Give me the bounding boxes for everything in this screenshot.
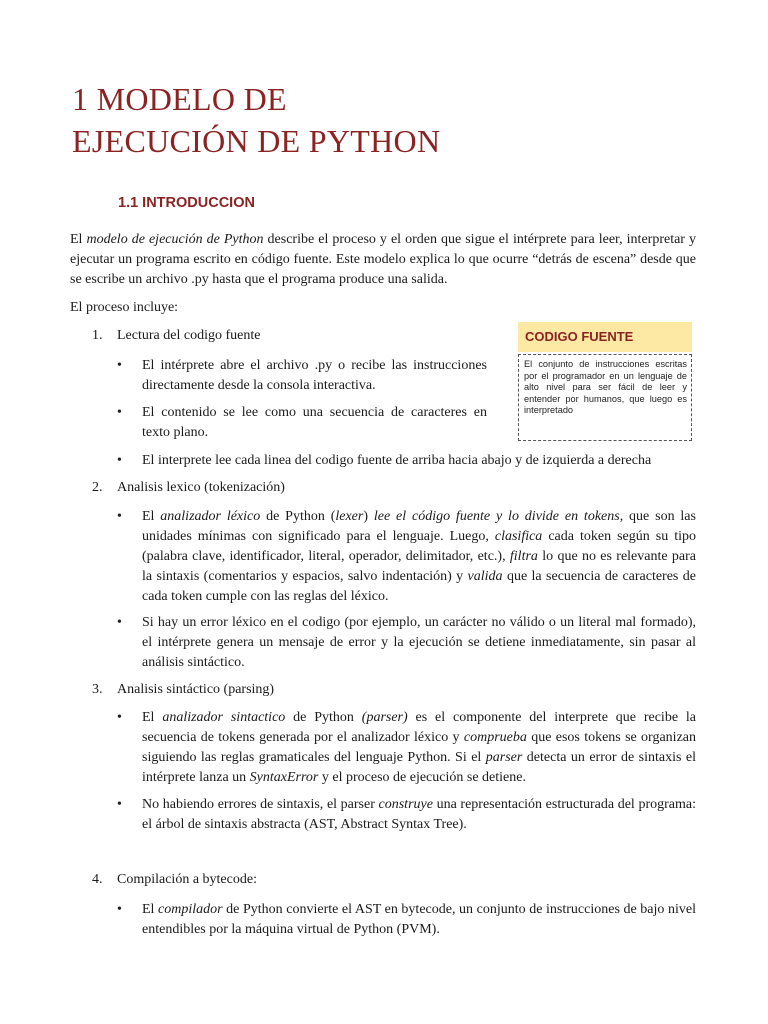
- bullet-text: El intérprete abre el archivo .py o recibe las instrucciones directamente desde la consola interactiva.: [142, 358, 487, 393]
- step-label: Lectura del codigo fuente: [117, 328, 261, 343]
- page-title: [72, 78, 592, 162]
- bullet-marker: •: [117, 902, 122, 917]
- bullet-marker: •: [117, 509, 122, 524]
- section-heading: 1.1 INTRODUCCION: [118, 195, 255, 211]
- bullet-text: No habiendo errores de sintaxis, el parser construye una representación estructurada del programa: el árbol de sintaxis abstracta (AST, Abstract Syntax Tree).: [142, 797, 696, 832]
- intro-paragraph: [70, 230, 696, 290]
- bullet-marker: •: [117, 358, 122, 373]
- bullet-text: Si hay un error léxico en el codigo (por ejemplo, un carácter no válido o un literal mal formado), el intérprete genera un mensaje de error y la ejecución se detiene inmediatamente, sin pasar al análisis sintáctico.: [142, 615, 696, 670]
- bullet-text: El interprete lee cada linea del codigo fuente de arriba hacia abajo y de izquierda a derecha: [142, 453, 652, 468]
- step-number: 2.: [92, 480, 103, 495]
- bullet-text: El analizador léxico de Python (lexer) lee el código fuente y lo divide en tokens, que son las unidades mínimas con significado para el lenguaje. Luego, clasifica cada token según su tipo (palabra clave, identificador, literal, operador, delimitador, etc.), filtra lo que no es relevante para la sintaxis (comentarios y espacios, salvo indentación) y valida que la secuencia de caracteres de cada token cumple con las reglas del léxico.: [142, 509, 696, 604]
- step-label: Compilación a bytecode:: [117, 872, 257, 887]
- sidebar-heading: CODIGO FUENTE: [518, 322, 692, 352]
- bullet-marker: •: [117, 405, 122, 420]
- intro-text-1: El: [70, 232, 87, 247]
- bullet-marker: •: [117, 797, 122, 812]
- step-number: 4.: [92, 872, 103, 887]
- bullet-text: El contenido se lee como una secuencia de caracteres en texto plano.: [142, 405, 487, 440]
- step-label: Analisis sintáctico (parsing): [117, 682, 275, 697]
- step-number: 1.: [92, 328, 103, 343]
- step-number: 3.: [92, 682, 103, 697]
- bullet-text: El compilador de Python convierte el AST en bytecode, un conjunto de instrucciones de bajo nivel entendibles por la máquina virtual de Python (PVM).: [142, 902, 696, 937]
- bullet-text: El analizador sintactico de Python (parser) es el componente del interprete que recibe la secuencia de tokens generada por el analizador léxico y comprueba que esos tokens se organizan siguiendo las reglas gramaticales del lenguaje Python. Si el parser detecta un error de sintaxis el intérprete lanza un SyntaxError y el proceso de ejecución se detiene.: [142, 710, 697, 785]
- page-title-line-2: EJECUCIÓN DE PYTHON: [72, 123, 441, 159]
- intro-term: modelo de ejecución de Python: [86, 232, 264, 247]
- intro-text-2: describe el proceso y el orden que sigue el intérprete para leer, interpretar y ejecutar un programa escrito en código fuente. Este modelo explica lo que ocurre “detrás de escena” desde que se escribe un archivo .py hasta que el programa produce una salida.: [70, 232, 696, 287]
- bullet-marker: •: [117, 710, 122, 725]
- bullet-marker: •: [117, 453, 122, 468]
- page-title-line-1: 1 MODELO DE: [72, 81, 287, 117]
- step-label: Analisis lexico (tokenización): [117, 480, 285, 495]
- process-intro: El proceso incluye:: [70, 300, 179, 315]
- sidebar-callout: [518, 322, 692, 441]
- bullet-marker: •: [117, 615, 122, 630]
- sidebar-body: El conjunto de instrucciones escritas por el programador en un lenguaje de alto nivel para ser fácil de leer y entender por humanos, que luego es interpretado: [518, 354, 692, 441]
